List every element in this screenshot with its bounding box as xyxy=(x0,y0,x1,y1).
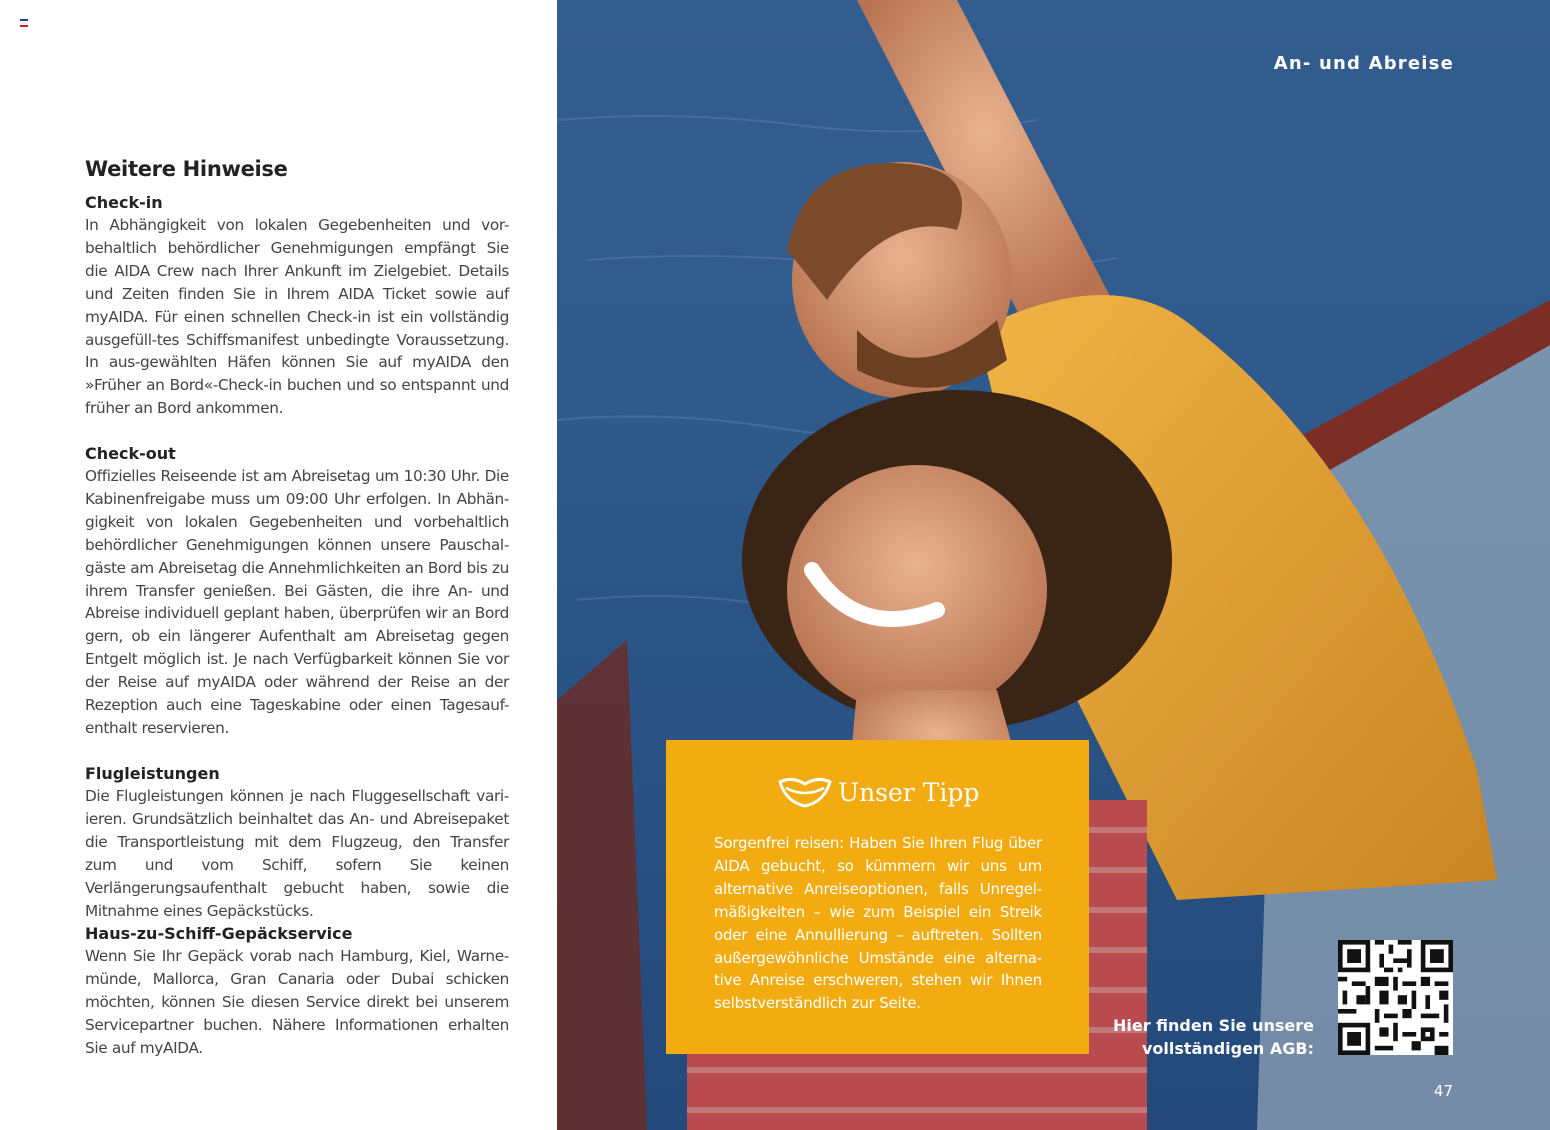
section-title: Check-out xyxy=(85,444,176,463)
section-body: Offizielles Reiseende ist am Abreisetag um 10:30 Uhr. Die Kabinenfreigabe muss um 09:00 Uhr erfolgen. In Abhän-gigkeit von lokalen Gegebenheiten und vorbehaltlich behördlicher Genehmigungen können unsere Pauschal-gäste am Abreisetag die Annehmlichkeiten an Bord bis zu ihrem Transfer genießen. Bei Gästen, die ihre An- und Abreise individuell geplant haben, überprüfen wir an Bord gern, ob ein längerer Aufenthalt am Abreisetag gegen Entgelt möglich ist. Je nach Verfügbarkeit können Sie vor der Reise auf myAIDA oder während der Reise an der Rezeption auch eine Tageskabine oder einen Tagesauf-enthalt reservieren. xyxy=(85,467,509,737)
couple-on-ship-photo xyxy=(557,0,1550,1130)
section-check-out xyxy=(85,442,509,740)
section-check-in xyxy=(85,191,509,420)
agb-label-line1: Hier finden Sie unsere xyxy=(1112,1016,1314,1035)
tip-box xyxy=(666,740,1089,1054)
tip-title: Unser Tipp xyxy=(838,778,980,807)
section-title: Haus-zu-Schiff-Gepäckservice xyxy=(85,924,353,943)
section-gepaeckservice xyxy=(85,922,509,1060)
agb-qr-code[interactable] xyxy=(1338,940,1453,1055)
section-title: Check-in xyxy=(85,193,163,212)
section-flugleistungen xyxy=(85,762,509,922)
section-title: Flugleistungen xyxy=(85,764,220,783)
section-title-header: An- und Abreise xyxy=(1273,53,1454,74)
aida-kussmund-icon xyxy=(778,776,832,810)
agb-label xyxy=(1113,1014,1314,1060)
left-page xyxy=(0,0,557,1130)
section-body: In Abhängigkeit von lokalen Gegebenheiten und vor-behaltlich behördlicher Genehmigungen empfängt Sie die AIDA Crew nach Ihrer Ankunft im Zielgebiet. Details und Zeiten finden Sie in Ihrem AIDA Ticket sowie auf myAIDA. Für einen schnellen Check-in ist ein vollständig ausgefüll-tes Schiffsmanifest unbedingte Voraussetzung. In aus-gewählten Häfen können Sie auf myAIDA den »Früher an Bord«-Check-in buchen und so entspannt und früher an Bord ankommen. xyxy=(85,216,509,418)
agb-label-line2: vollständigen AGB: xyxy=(1141,1039,1314,1058)
section-body: Wenn Sie Ihr Gepäck vorab nach Hamburg, Kiel, Warne-münde, Mallorca, Gran Canaria oder Dubai schicken möchten, können Sie diesen Service direkt bei unserem Servicepartner buchen. Nähere Informationen erhalten Sie auf myAIDA. xyxy=(85,947,509,1057)
page-heading: Weitere Hinweise xyxy=(85,157,288,181)
section-body: Die Flugleistungen können je nach Fluggesellschaft vari-ieren. Grundsätzlich beinhaltet das An- und Abreisepaket die Transportleistung mit dem Flugzeug, den Transfer zum und vom Schiff, sofern Sie keinen Verlängerungsaufenthalt gebucht haben, sowie die Mitnahme eines Gepäckstücks. xyxy=(85,787,509,920)
language-flag-icon[interactable] xyxy=(20,19,28,27)
page-number: 47 xyxy=(1433,1082,1453,1100)
tip-body: Sorgenfrei reisen: Haben Sie Ihren Flug über AIDA gebucht, so kümmern wir uns um alternative Anreiseoptionen, falls Unregel-mäßigkeiten – wie zum Beispiel ein Streik oder eine Annullierung – auftreten. Sollten außergewöhnliche Umstände eine alterna-tive Anreise erschweren, stehen wir Ihnen selbstverständlich zur Seite. xyxy=(714,834,1042,1013)
